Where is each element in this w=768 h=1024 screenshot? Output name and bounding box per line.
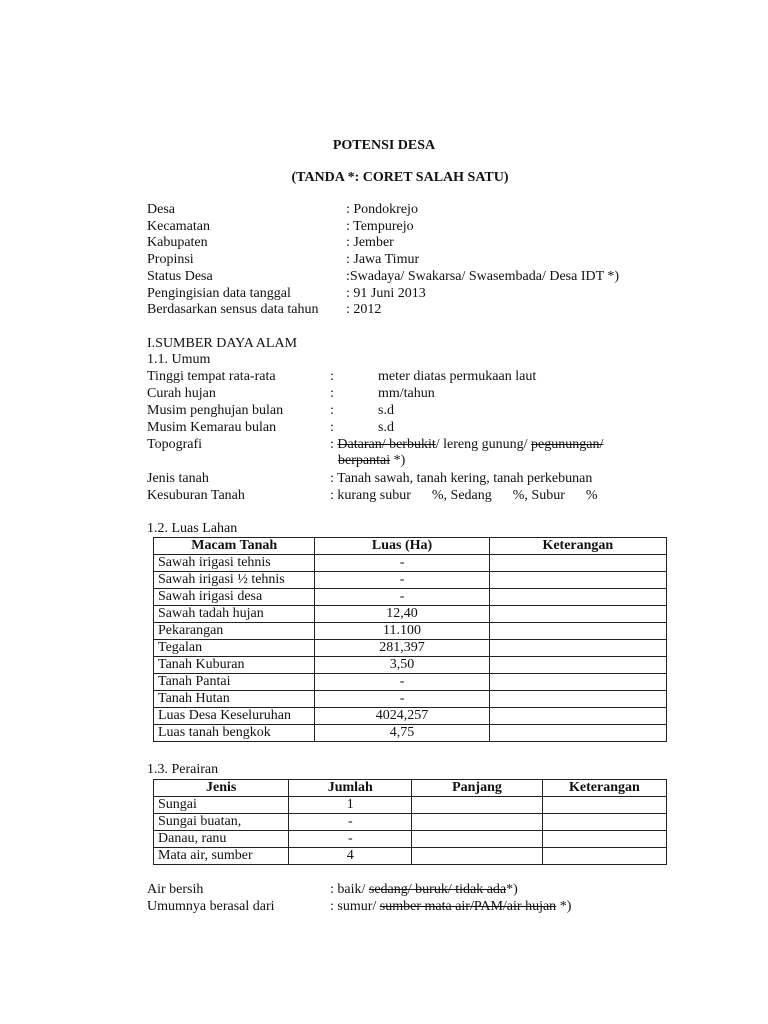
topografi-struck-3: berpantai bbox=[338, 453, 391, 468]
table-row bbox=[154, 572, 667, 589]
table-cell: Danau, ranu bbox=[154, 831, 289, 848]
table-cell: Sawah irigasi ½ tehnis bbox=[154, 572, 315, 589]
berasal-kept: : sumur/ bbox=[330, 899, 380, 914]
table-cell bbox=[542, 814, 666, 831]
berasal-label: Umumnya berasal dari bbox=[147, 899, 275, 914]
info-value bbox=[346, 269, 619, 285]
info-sep: : bbox=[346, 285, 354, 301]
table-cell bbox=[489, 725, 666, 742]
info-value bbox=[346, 286, 426, 302]
topografi-cont bbox=[338, 453, 405, 469]
table-cell: Sawah irigasi desa bbox=[154, 589, 315, 606]
kemarau-value: s.d bbox=[378, 420, 394, 435]
topografi-struck-2: pegunungan/ bbox=[531, 437, 604, 452]
curah-label: Curah hujan bbox=[147, 386, 216, 401]
info-sep: : bbox=[346, 252, 354, 268]
topografi-label: Topografi bbox=[147, 437, 203, 452]
perairan-table bbox=[153, 779, 667, 865]
table-cell bbox=[542, 848, 666, 865]
kesuburan-label: Kesuburan Tanah bbox=[147, 488, 245, 503]
table-row bbox=[154, 814, 667, 831]
curah-colon: : bbox=[330, 386, 334, 401]
kemarau-label: Musim Kemarau bulan bbox=[147, 420, 277, 435]
table-cell: Sawah tadah hujan bbox=[154, 606, 315, 623]
table-cell bbox=[412, 797, 543, 814]
table-row bbox=[154, 640, 667, 657]
subsection-perairan: 1.3. Perairan bbox=[147, 762, 219, 777]
table-cell: 281,397 bbox=[315, 640, 489, 657]
table-cell: Tanah Kuburan bbox=[154, 657, 315, 674]
table-cell: Luas tanah bengkok bbox=[154, 725, 315, 742]
topografi-colon: : bbox=[330, 437, 334, 452]
table-cell: Sawah irigasi tehnis bbox=[154, 555, 315, 572]
table-row bbox=[154, 797, 667, 814]
topografi-struck-1: Dataran/ berbukit bbox=[337, 437, 436, 452]
table-cell bbox=[489, 640, 666, 657]
table-row bbox=[154, 555, 667, 572]
table-cell: - bbox=[289, 831, 412, 848]
berasal-star: *) bbox=[556, 899, 572, 914]
table-cell: - bbox=[315, 589, 489, 606]
table-cell bbox=[489, 657, 666, 674]
table-cell: Sungai bbox=[154, 797, 289, 814]
table-row bbox=[154, 674, 667, 691]
table-cell bbox=[489, 691, 666, 708]
table-row bbox=[154, 708, 667, 725]
table-cell bbox=[489, 708, 666, 725]
table-cell bbox=[542, 831, 666, 848]
info-sep: : bbox=[346, 268, 350, 284]
table-cell bbox=[412, 831, 543, 848]
info-label: Pengingisian data tanggal bbox=[147, 285, 291, 301]
table-row bbox=[154, 623, 667, 640]
table-row bbox=[154, 606, 667, 623]
tinggi-colon: : bbox=[330, 369, 334, 384]
air-bersih-star: *) bbox=[506, 882, 518, 897]
tinggi-value: meter diatas permukaan laut bbox=[378, 369, 537, 384]
info-sep: : bbox=[346, 218, 354, 234]
penghujan-colon: : bbox=[330, 403, 334, 418]
tinggi-label: Tinggi tempat rata-rata bbox=[147, 369, 276, 384]
table-header: Macam Tanah bbox=[154, 538, 315, 555]
table-cell: Luas Desa Keseluruhan bbox=[154, 708, 315, 725]
topografi-star: *) bbox=[390, 453, 406, 468]
table-cell bbox=[489, 674, 666, 691]
table-header: Jumlah bbox=[289, 780, 412, 797]
berasal-struck: sumber mata air/PAM/air hujan bbox=[379, 899, 557, 914]
info-label: Propinsi bbox=[147, 252, 194, 268]
table-cell bbox=[489, 606, 666, 623]
air-bersih-value bbox=[330, 882, 518, 898]
table-row bbox=[154, 725, 667, 742]
table-cell: 11.100 bbox=[315, 623, 489, 640]
subsection-luas-lahan: 1.2. Luas Lahan bbox=[147, 521, 238, 536]
penghujan-value: s.d bbox=[378, 403, 394, 418]
kesuburan-value: : kurang subur %, Sedang %, Subur % bbox=[330, 488, 598, 503]
page-subtitle: (TANDA *: CORET SALAH SATU) bbox=[291, 170, 509, 185]
info-sep: : bbox=[346, 235, 354, 251]
table-row bbox=[154, 691, 667, 708]
subsection-umum: 1.1. Umum bbox=[147, 352, 211, 367]
table-cell bbox=[489, 555, 666, 572]
table-row bbox=[154, 831, 667, 848]
info-label: Desa bbox=[147, 202, 175, 217]
table-cell bbox=[412, 814, 543, 831]
info-label: Status Desa bbox=[147, 268, 213, 284]
air-bersih-label: Air bersih bbox=[147, 882, 204, 897]
table-row bbox=[154, 657, 667, 674]
table-cell: 4 bbox=[289, 848, 412, 865]
info-text: Jember bbox=[353, 235, 394, 251]
topografi-value bbox=[330, 437, 603, 453]
table-cell: 12,40 bbox=[315, 606, 489, 623]
jenis-tanah-value: : Tanah sawah, tanah kering, tanah perkebunan bbox=[330, 471, 593, 486]
berasal-value bbox=[330, 899, 571, 915]
table-header: Luas (Ha) bbox=[315, 538, 489, 555]
info-text: Swadaya/ Swakarsa/ Swasembada/ Desa IDT *) bbox=[349, 268, 620, 284]
info-value bbox=[346, 302, 381, 318]
table-cell: Tanah Hutan bbox=[154, 691, 315, 708]
info-text: 2012 bbox=[353, 302, 382, 318]
table-cell: Tegalan bbox=[154, 640, 315, 657]
info-sep: : bbox=[346, 202, 354, 217]
info-label: Kecamatan bbox=[147, 218, 210, 234]
table-cell: 4,75 bbox=[315, 725, 489, 742]
info-sep: : bbox=[346, 302, 354, 318]
luas-lahan-table bbox=[153, 537, 667, 742]
jenis-tanah-label: Jenis tanah bbox=[147, 471, 209, 486]
table-cell bbox=[489, 572, 666, 589]
table-cell: Mata air, sumber bbox=[154, 848, 289, 865]
table-cell: Pekarangan bbox=[154, 623, 315, 640]
topografi-kept: / lereng gunung/ bbox=[435, 437, 532, 452]
table-header: Keterangan bbox=[542, 780, 666, 797]
table-cell bbox=[412, 848, 543, 865]
table-header: Keterangan bbox=[489, 538, 666, 555]
info-label: Berdasarkan sensus data tahun bbox=[147, 302, 319, 318]
table-cell: 1 bbox=[289, 797, 412, 814]
page-title: POTENSI DESA bbox=[332, 138, 436, 153]
table-cell bbox=[542, 797, 666, 814]
kemarau-colon: : bbox=[330, 420, 334, 435]
table-row bbox=[154, 589, 667, 606]
table-header: Panjang bbox=[412, 780, 543, 797]
table-cell bbox=[489, 623, 666, 640]
table-cell: 4024,257 bbox=[315, 708, 489, 725]
info-value bbox=[346, 202, 418, 218]
table-cell: Sungai buatan, bbox=[154, 814, 289, 831]
table-cell bbox=[489, 589, 666, 606]
info-label: Kabupaten bbox=[147, 235, 208, 251]
air-bersih-struck: sedang/ buruk/ tidak ada bbox=[368, 882, 507, 897]
table-header: Jenis bbox=[154, 780, 289, 797]
table-cell: Tanah Pantai bbox=[154, 674, 315, 691]
table-row bbox=[154, 848, 667, 865]
penghujan-label: Musim penghujan bulan bbox=[147, 403, 284, 418]
info-text: Tempurejo bbox=[353, 218, 414, 234]
info-text: Pondokrejo bbox=[353, 202, 418, 217]
table-cell: - bbox=[315, 572, 489, 589]
table-cell: - bbox=[289, 814, 412, 831]
air-bersih-kept: : baik/ bbox=[330, 882, 369, 897]
info-value bbox=[346, 219, 414, 235]
table-cell: - bbox=[315, 674, 489, 691]
table-cell: 3,50 bbox=[315, 657, 489, 674]
table-cell: - bbox=[315, 691, 489, 708]
section-heading: I.SUMBER DAYA ALAM bbox=[147, 336, 298, 351]
curah-value: mm/tahun bbox=[378, 386, 435, 401]
info-text: Jawa Timur bbox=[353, 252, 420, 268]
info-value bbox=[346, 252, 419, 268]
info-value bbox=[346, 235, 394, 251]
info-text: 91 Juni 2013 bbox=[353, 285, 426, 301]
table-cell: - bbox=[315, 555, 489, 572]
